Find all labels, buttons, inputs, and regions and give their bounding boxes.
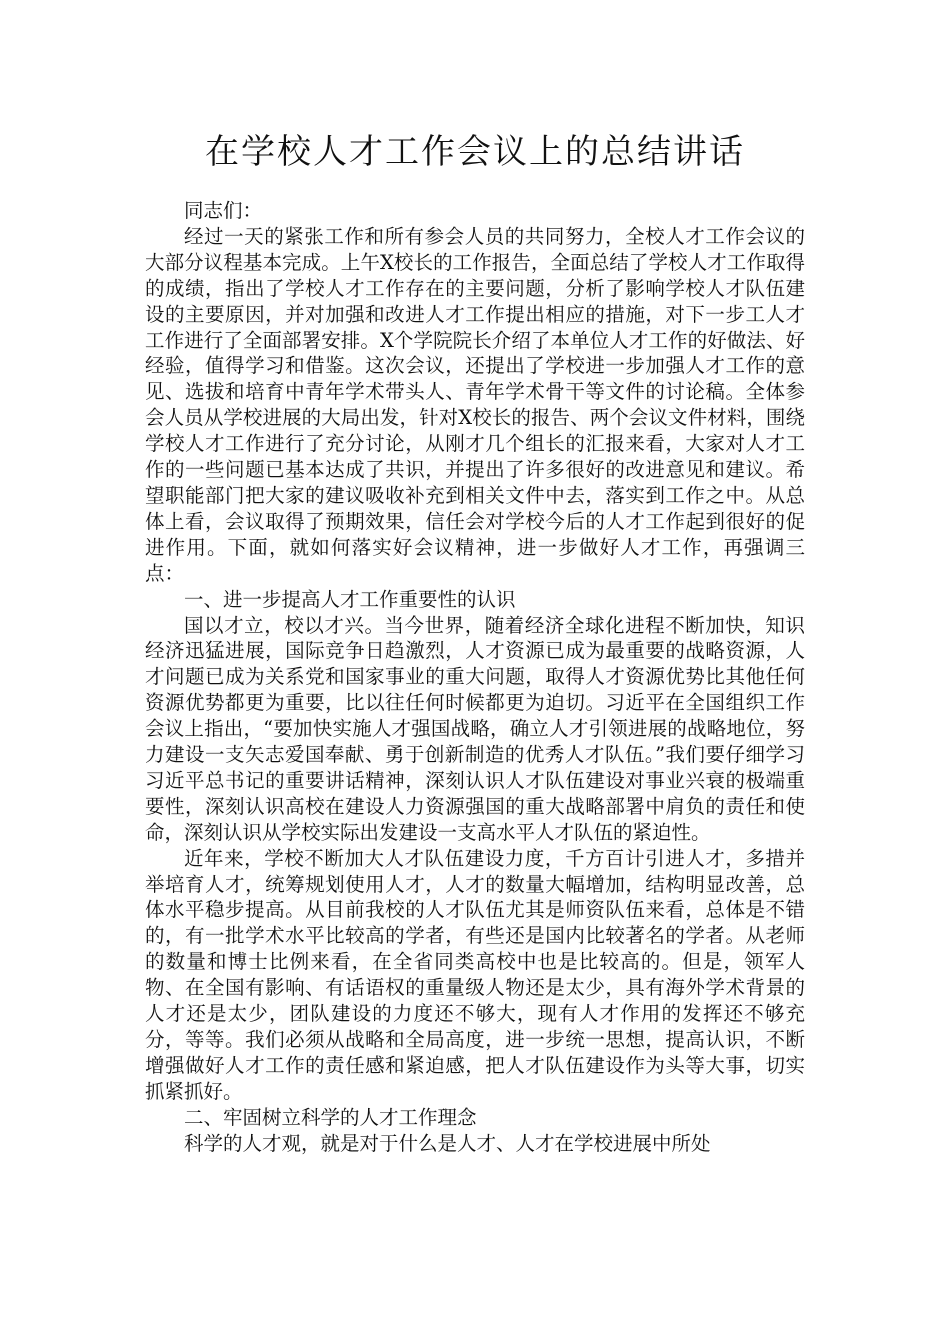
body-paragraph: 科学的人才观，就是对于什么是人才、人才在学校进展中所处 [184, 1131, 711, 1155]
body-paragraph: 经过一天的紧张工作和所有参会人员的共同努力，全校人才工作会议的大部分议程基本完成。上午X校长的工作报告，全面总结了学校人才工作取得的成绩，指出了学校人才工作存在的主要问题，分析了影响学校人才队伍建设的主要原因，并对加强和改进人才工作提出相应的措施，对下一步工人才工作进行了全面部署安排。X个学院院长介绍了本单位人才工作的好做法、好经验，值得学习和借鉴。这次会议，还提出了学校进一步加强人才工作的意见、选拔和培育中青年学术带头人、青年学术骨干等文件的讨论稿。全体参会人员从学校进展的大局出发，针对X校长的报告、两个会议文件材料，围绕学校人才工作进行了充分讨论，从刚才几个组长的汇报来看，大家对人才工作的一些问题已基本达成了共识，并提出了许多很好的改进意见和建议。希望职能部门把大家的建议吸收补充到相关文件中去，落实到工作之中。从总体上看，会议取得了预期效果，信任会对学校今后的人才工作起到很好的促进作用。下面，就如何落实好会议精神，进一步做好人才工作，再强调三点： [145, 224, 805, 585]
section-heading: 二、牢固树立科学的人才工作理念 [184, 1105, 477, 1129]
body-paragraph: 国以才立，校以才兴。当今世界，随着经济全球化进程不断加快，知识经济迅猛进展，国际竞争日趋激烈，人才资源已成为最重要的战略资源，人才问题已成为关系党和国家事业的重大问题，取得人才资源优势比其他任何资源优势都更为重要，比以往任何时候都更为迫切。习近平在全国组织工作会议上指出，“要加快实施人才强国战略，确立人才引领进展的战略地位，努力建设一支矢志爱国奉献、勇于创新制造的优秀人才队伍。”我们要仔细学习习近平总书记的重要讲话精神，深刻认识人才队伍建设对事业兴衰的极端重要性，深刻认识高校在建设人力资源强国的重大战略部署中肩负的责任和使命，深刻认识从学校实际出发建设一支高水平人才队伍的紧迫性。 [145, 613, 805, 844]
body-paragraph: 近年来，学校不断加大人才队伍建设力度，千方百计引进人才，多措并举培育人才，统筹规划使用人才，人才的数量大幅增加，结构明显改善，总体水平稳步提高。从目前我校的人才队伍尤其是师资队伍来看，总体是不错的，有一批学术水平比较高的学者，有些还是国内比较著名的学者。从老师的数量和博士比例来看，在全省同类高校中也是比较高的。但是，领军人物、在全国有影响、有话语权的重量级人物还是太少，具有海外学术背景的人才还是太少，团队建设的力度还不够大，现有人才作用的发挥还不够充分，等等。我们必须从战略和全局高度，进一步统一思想，提高认识，不断增强做好人才工作的责任感和紧迫感，把人才队伍建设作为头等大事，切实抓紧抓好。 [145, 846, 805, 1103]
greeting: 同志们： [184, 199, 263, 222]
section-heading: 一、进一步提高人才工作重要性的认识 [184, 587, 516, 611]
document-body [145, 198, 805, 1157]
document-title: 在学校人才工作会议上的总结讲话 [205, 132, 745, 172]
